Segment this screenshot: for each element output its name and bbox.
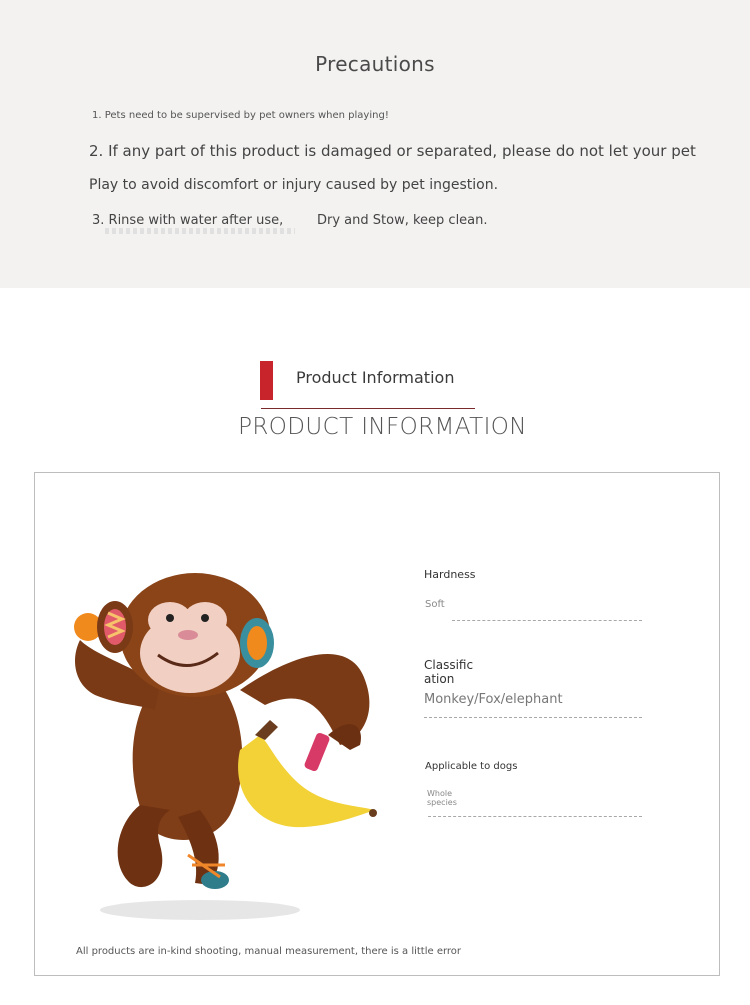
precaution-item-3-continued: Dry and Stow, keep clean. bbox=[317, 213, 488, 228]
product-info-title-en: PRODUCT INFORMATION bbox=[238, 414, 527, 440]
hardness-divider bbox=[452, 620, 642, 621]
applicable-divider bbox=[428, 816, 642, 817]
precaution-item-2: 2. If any part of this product is damaged or separated, please do not let your pet bbox=[89, 142, 696, 160]
monkey-toy-image bbox=[60, 565, 390, 925]
faded-text-smudge bbox=[105, 228, 295, 234]
applicable-value: Whole bbox=[427, 789, 453, 798]
heading-accent-bar bbox=[260, 361, 273, 400]
hardness-label: Hardness bbox=[424, 568, 476, 581]
footnote: All products are in-kind shooting, manual measurement, there is a little error bbox=[76, 946, 462, 957]
classification-value: Monkey/Fox/elephant bbox=[424, 692, 563, 707]
classification-label: Classific bbox=[424, 658, 474, 672]
hardness-value: Soft bbox=[425, 599, 445, 610]
classification-label-continued: ation bbox=[424, 672, 455, 686]
precaution-item-1: 1. Pets need to be supervised by pet owners when playing! bbox=[92, 110, 389, 121]
heading-underline bbox=[261, 408, 475, 409]
precautions-title: Precautions bbox=[315, 52, 435, 76]
applicable-value-continued: species bbox=[427, 798, 457, 807]
precaution-item-3: 3. Rinse with water after use, bbox=[92, 213, 284, 228]
applicable-label: Applicable to dogs bbox=[425, 761, 518, 772]
precautions-section bbox=[0, 0, 750, 288]
product-info-title: Product Information bbox=[296, 368, 455, 387]
precaution-item-2-continued: Play to avoid discomfort or injury caused by pet ingestion. bbox=[89, 177, 499, 193]
classification-divider bbox=[424, 717, 642, 718]
